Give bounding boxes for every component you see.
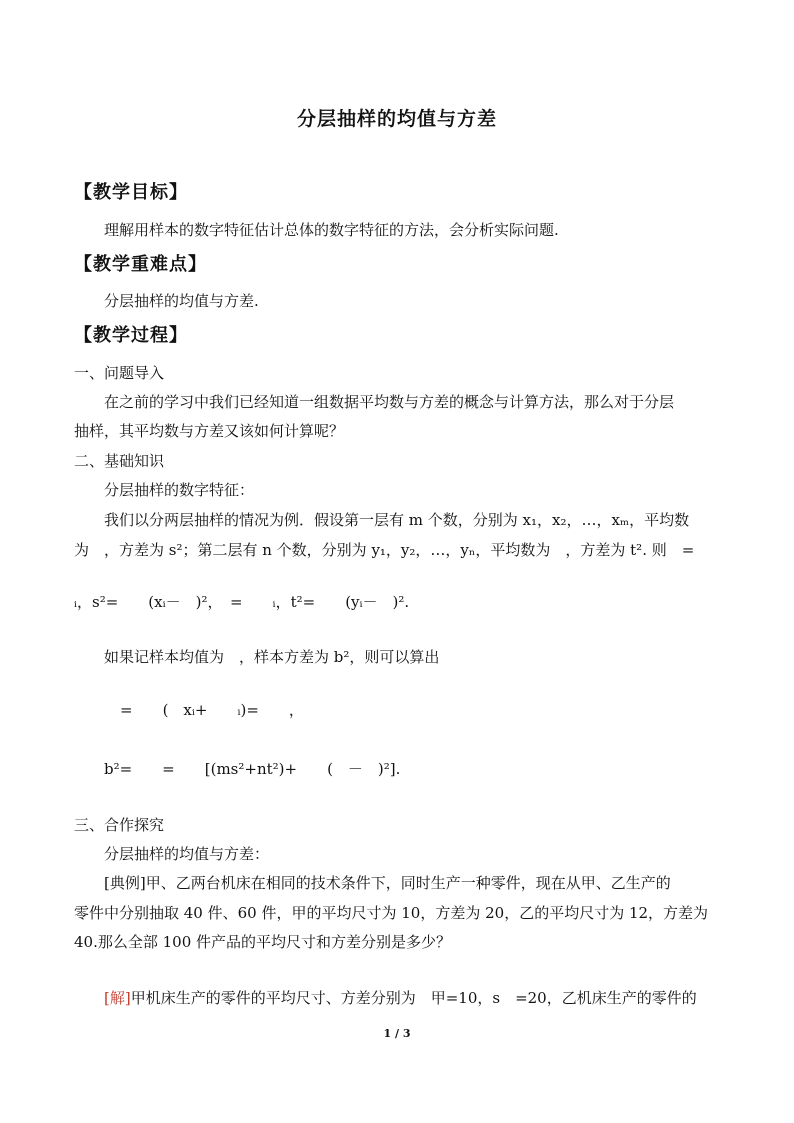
example-line1: [典例]甲、乙两台机床在相同的技术条件下，同时生产一种零件，现在从甲、乙生产的	[104, 874, 671, 892]
part3-intro: 分层抽样的均值与方差：	[104, 845, 270, 863]
formula-1: ᵢ，s²= (xᵢ－ )²， = ᵢ，t²= (yᵢ－ )².	[74, 593, 410, 611]
formula-2: = ( xᵢ+ ᵢ)= ，	[120, 701, 304, 719]
part2-line3: 如果记样本均值为 ，样本方差为 b²，则可以算出	[104, 648, 440, 666]
page-number: 1 / 3	[383, 1027, 411, 1040]
heading-teaching-goal: 【教学目标】	[74, 182, 188, 203]
part1-line2: 抽样，其平均数与方差又该如何计算呢？	[74, 422, 345, 440]
part2-line1: 我们以分两层抽样的情况为例．假设第一层有 m 个数，分别为 x₁，x₂，…，xₘ，平均数	[104, 511, 690, 529]
part1-title: 一、问题导入	[74, 364, 165, 382]
part2-line2: 为 ，方差为 s²；第二层有 n 个数，分别为 y₁，y₂，…，yₙ，平均数为 ，方差为 t². 则 =	[74, 541, 695, 559]
goal-text: 理解用样本的数字特征估计总体的数字特征的方法，会分析实际问题.	[104, 221, 559, 239]
formula-3: b²= = [(ms²+nt²)+ ( － )²].	[104, 760, 401, 778]
key-text: 分层抽样的均值与方差.	[104, 292, 259, 310]
part2-intro: 分层抽样的数字特征：	[104, 481, 255, 499]
solution-tag: [解]	[104, 989, 131, 1007]
heading-key-points: 【教学重难点】	[74, 254, 207, 275]
solution-line	[104, 988, 697, 1008]
example-line2: 零件中分别抽取 40 件、60 件，甲的平均尺寸为 10，方差为 20，乙的平均尺寸为 12，方差为	[74, 904, 709, 922]
heading-teaching-process: 【教学过程】	[74, 325, 188, 346]
part1-line1: 在之前的学习中我们已经知道一组数据平均数与方差的概念与计算方法，那么对于分层	[104, 393, 675, 411]
page-title: 分层抽样的均值与方差	[296, 108, 497, 130]
part3-title: 三、合作探究	[74, 816, 165, 834]
solution-text: 甲机床生产的零件的平均尺寸、方差分别为 甲=10，s =20，乙机床生产的零件的	[130, 989, 697, 1007]
example-line3: 40.那么全部 100 件产品的平均尺寸和方差分别是多少？	[74, 933, 452, 951]
part2-title: 二、基础知识	[74, 452, 165, 470]
